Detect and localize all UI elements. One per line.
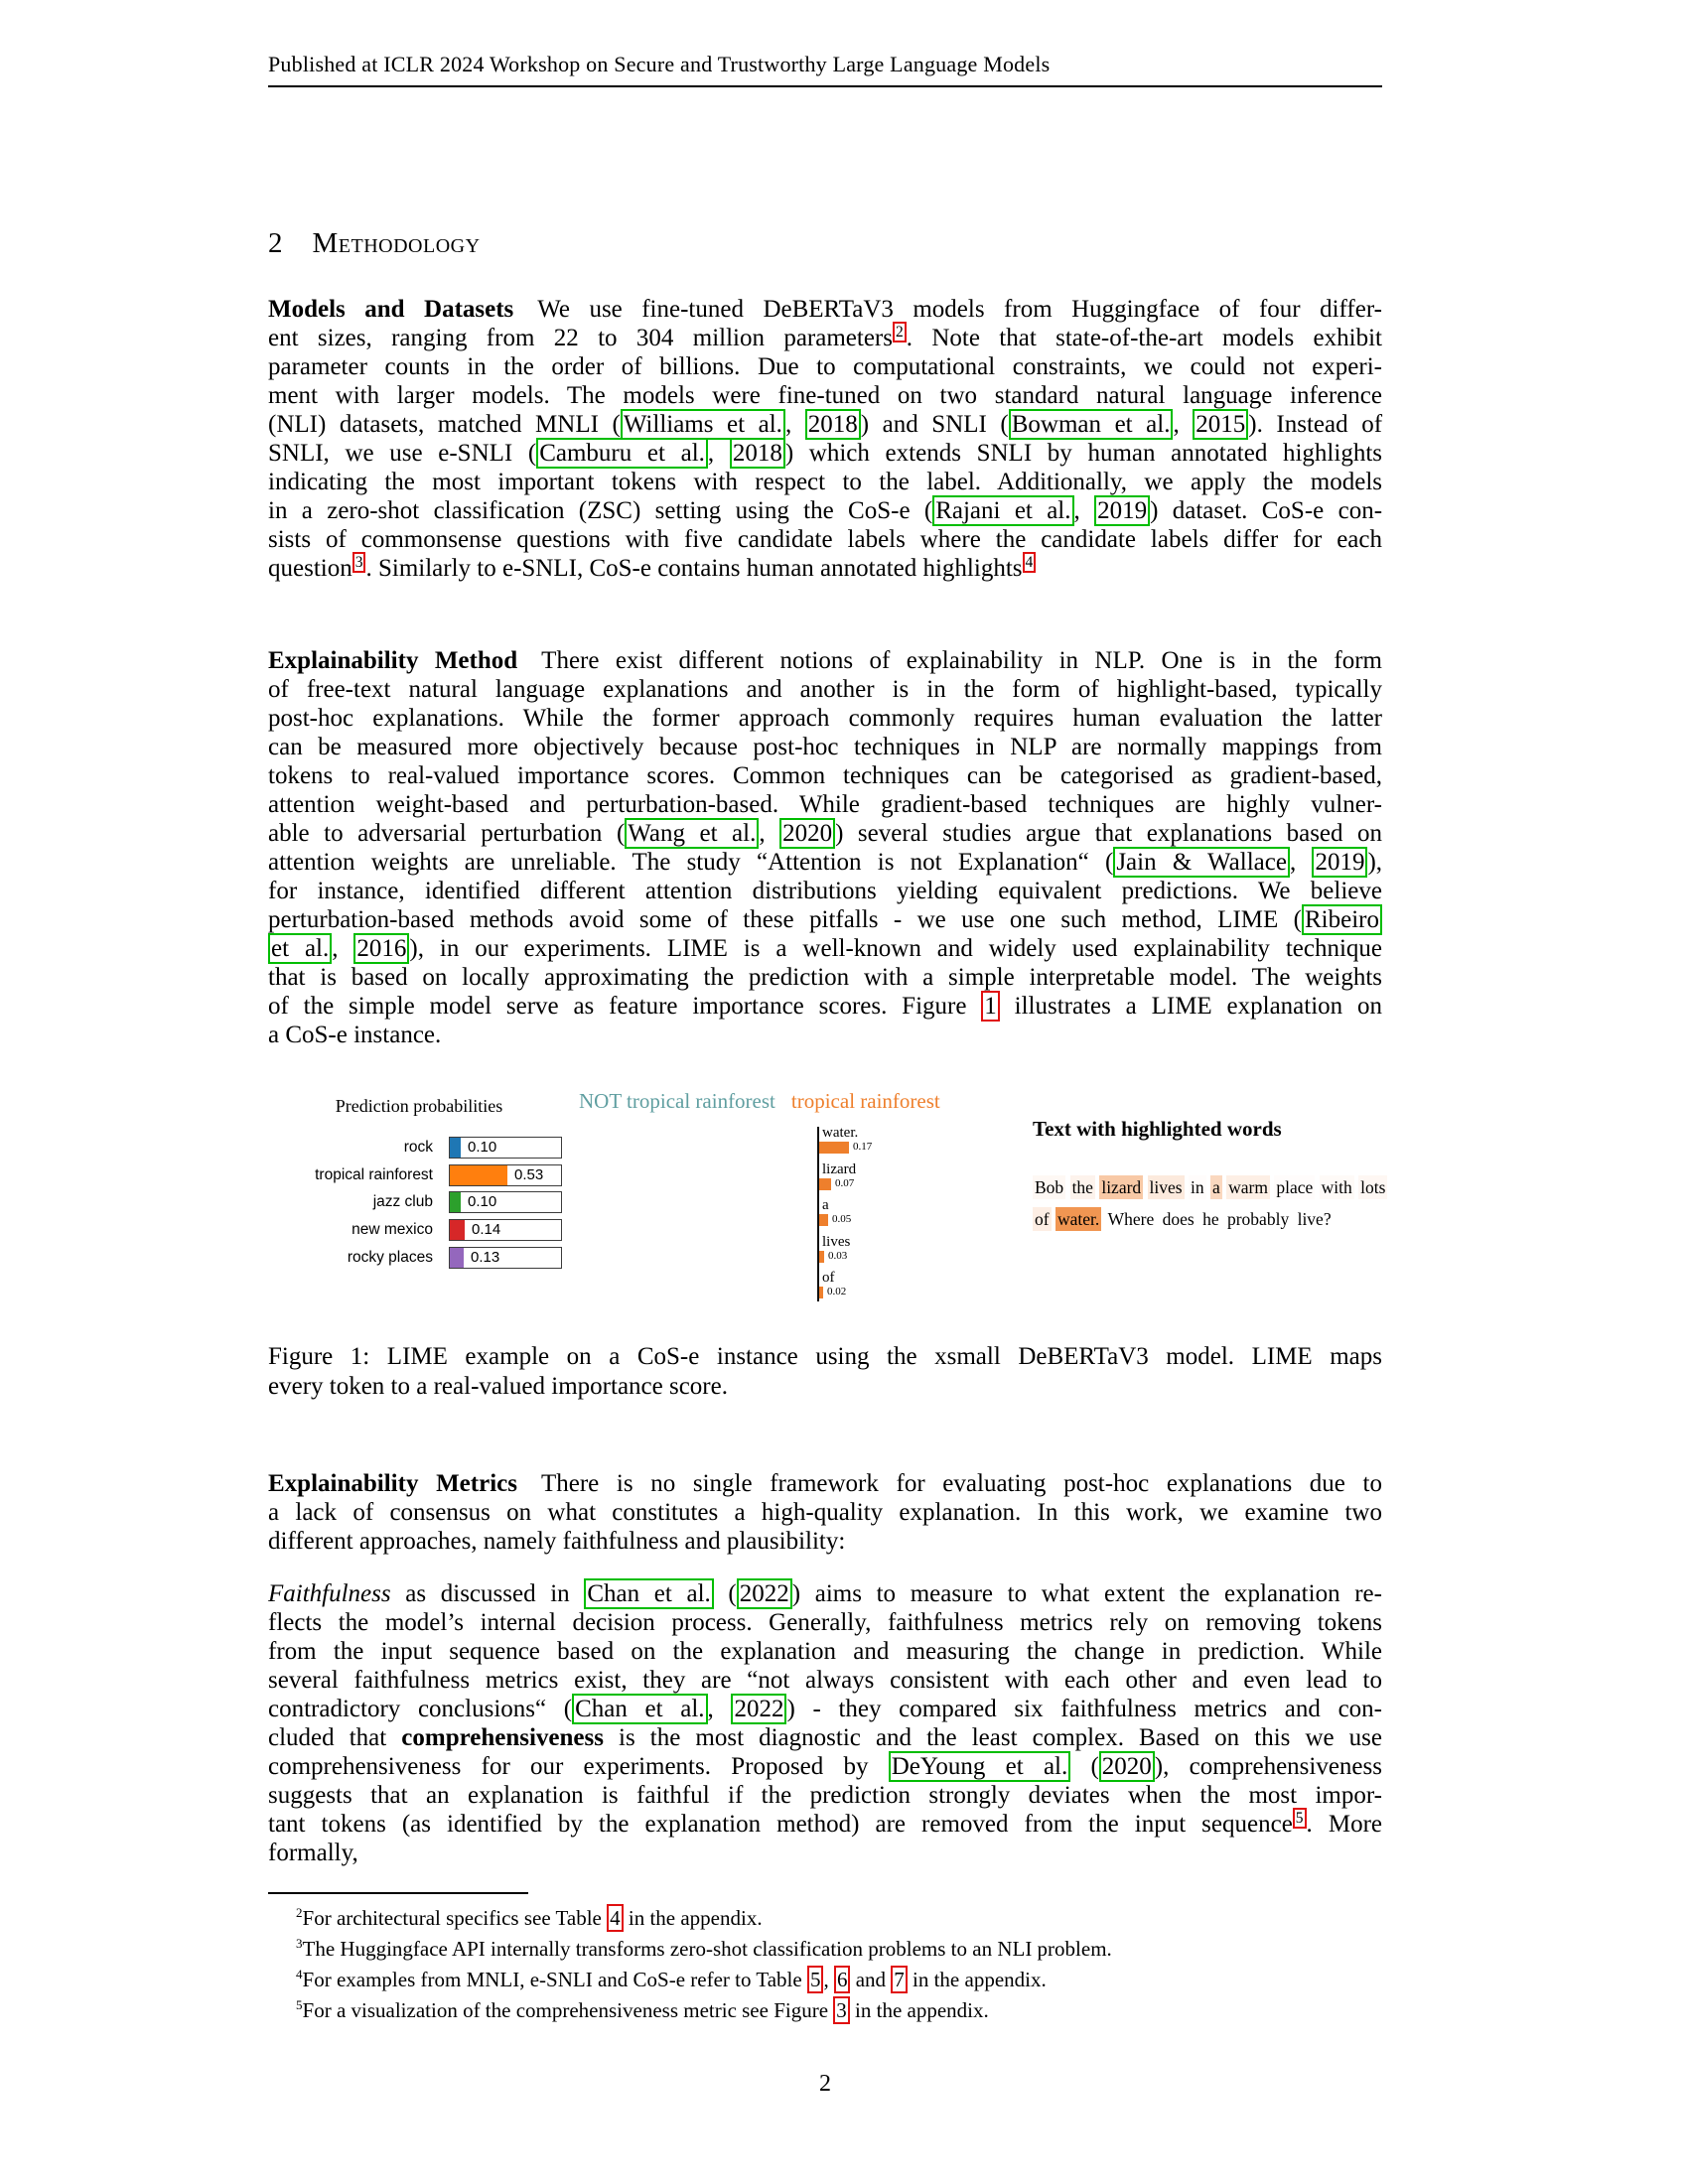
text-run: , <box>759 820 780 847</box>
highlighted-text-line <box>1033 1171 1425 1203</box>
text-run: Models and Datasets <box>268 296 514 323</box>
text-line <box>268 554 1382 583</box>
lime-token-word: water. <box>822 1125 859 1141</box>
bar-label: jazz club <box>372 1193 433 1211</box>
text-run: from the input sequence based on the explanation and measuring the change in prediction. While <box>268 1638 1382 1665</box>
highlighted-text-panel <box>1033 1171 1425 1235</box>
figure-caption <box>268 1342 1382 1402</box>
text-run: Faithfulness <box>268 1580 391 1607</box>
text-run: , <box>707 1696 732 1722</box>
bar-fill <box>450 1138 461 1158</box>
plain-word: does <box>1162 1209 1195 1229</box>
lime-token <box>817 1161 976 1197</box>
bar-fill <box>450 1165 507 1185</box>
text-run: For architectural specifics see Table <box>302 1906 608 1930</box>
probability-bar-row <box>228 1137 566 1159</box>
bar-value: 0.14 <box>472 1221 501 1239</box>
internal-ref-link[interactable]: 5 <box>1293 1808 1307 1829</box>
text-line <box>268 992 1382 1021</box>
footnote-marker: 4 <box>296 1967 303 1981</box>
text-run: flects the model’s internal decision process. Generally, faithfulness metrics rely on removing tokens <box>268 1609 1382 1636</box>
lime-token-word: a <box>822 1197 829 1213</box>
text-line <box>268 1579 1382 1608</box>
citation-link[interactable]: 2022 <box>737 1578 792 1609</box>
text-line <box>268 704 1382 733</box>
internal-ref-link[interactable]: 2 <box>893 322 907 342</box>
text-run: Figure 1: LIME example on a CoS-e instance using the xsmall DeBERTaV3 model. LIME maps <box>268 1343 1382 1370</box>
highlighted-text-line <box>1033 1203 1425 1235</box>
text-run: every token to a real-valued importance score. <box>268 1373 728 1400</box>
text-line <box>268 295 1382 324</box>
lime-token-value: 0.17 <box>853 1141 873 1153</box>
text-line <box>268 352 1382 381</box>
text-run: ment with larger models. The models were fine-tuned on two standard natural language inference <box>268 382 1382 409</box>
lime-token-bar <box>819 1287 823 1298</box>
text-run: in the appendix. <box>623 1906 763 1930</box>
text-run: Explainability Metrics <box>268 1470 517 1497</box>
probability-bar-row <box>228 1219 566 1241</box>
internal-ref-link[interactable]: 3 <box>833 1996 850 2024</box>
text-line <box>268 877 1382 905</box>
bar-track <box>449 1219 562 1241</box>
lime-token-bar <box>819 1251 824 1263</box>
text-line <box>268 1810 1382 1839</box>
prediction-probabilities-title: Prediction probabilities <box>335 1096 503 1116</box>
text-run: There exist different notions of explainability in NLP. One is in the form <box>541 647 1383 674</box>
text-line <box>268 1752 1382 1781</box>
bar-label: rock <box>403 1139 433 1156</box>
prediction-probabilities-chart <box>228 1133 566 1277</box>
citation-link[interactable]: Camburu et al. <box>536 438 708 469</box>
text-run: ), comprehensiveness <box>1154 1753 1382 1780</box>
text-run: ). Instead of <box>1248 411 1383 438</box>
text-line <box>268 790 1382 819</box>
citation-link[interactable]: Jain & Wallace <box>1113 847 1290 878</box>
text-run: is the most diagnostic and the least complex. Based on this we use <box>603 1724 1382 1751</box>
text-line <box>268 1839 1382 1867</box>
lime-weights-chart <box>817 1125 976 1303</box>
lime-token-bar <box>819 1178 831 1190</box>
text-run: a CoS-e instance. <box>268 1022 442 1048</box>
paragraph-p-metrics <box>268 1469 1382 1556</box>
lime-token-value: 0.07 <box>835 1176 855 1189</box>
text-run: . Note that state-of-the-art models exhibit <box>906 325 1382 351</box>
header-rule <box>268 85 1382 87</box>
text-run: comprehensiveness for our experiments. Proposed by <box>268 1753 889 1780</box>
bar-label: new mexico <box>352 1221 433 1239</box>
citation-link[interactable]: Wang et al. <box>625 818 759 849</box>
citation-link[interactable]: 2018 <box>805 409 861 440</box>
text-run: in a zero-shot classification (ZSC) setting using the CoS-e ( <box>268 497 933 524</box>
citation-link[interactable]: Ribeiro <box>1302 904 1382 935</box>
page-number: 2 <box>819 2071 831 2097</box>
citation-link[interactable]: Chan et al. <box>584 1578 713 1609</box>
text-line <box>268 905 1382 934</box>
text-run: for instance, identified different attention distributions yielding equivalent predictions. We believe <box>268 878 1382 904</box>
text-line <box>268 934 1382 963</box>
text-line <box>268 525 1382 554</box>
text-line <box>268 1695 1382 1723</box>
footnote-marker: 2 <box>296 1905 303 1920</box>
highlighted-word: a <box>1211 1177 1220 1197</box>
lime-token-value: 0.05 <box>832 1213 852 1225</box>
highlighted-word: lives <box>1149 1177 1183 1197</box>
text-run: ) several studies argue that explanations based on <box>835 820 1383 847</box>
text-run: can be measured more objectively because post-hoc techniques in NLP are normally mappings from <box>268 734 1382 760</box>
running-header: Published at ICLR 2024 Workshop on Secure and Trustworthy Large Language Models <box>268 52 1051 76</box>
text-run: For a visualization of the comprehensiveness metric see Figure <box>302 1998 834 2022</box>
text-run: and <box>850 1968 892 1991</box>
text-run: perturbation-based methods avoid some of these pitfalls - we use one such method, LIME ( <box>268 906 1302 933</box>
lime-token-value: 0.03 <box>828 1249 848 1262</box>
text-run: , <box>1289 849 1313 876</box>
text-line <box>268 1781 1382 1810</box>
lime-token <box>817 1234 976 1270</box>
bar-fill <box>450 1220 465 1240</box>
internal-ref-link[interactable]: 6 <box>834 1966 851 1993</box>
text-run: able to adversarial perturbation ( <box>268 820 626 847</box>
text-run: attention weight-based and perturbation-based. While gradient-based techniques are highly vulner- <box>268 791 1382 818</box>
highlighted-word: warm <box>1228 1177 1268 1197</box>
citation-link[interactable]: 2019 <box>1094 495 1150 526</box>
text-line <box>268 819 1382 848</box>
lime-token-word: lizard <box>822 1160 857 1177</box>
text-run: that is based on locally approximating the prediction with a simple interpretable model. The weights <box>268 964 1382 991</box>
footnote <box>268 1934 1382 1965</box>
citation-link[interactable]: 2019 <box>1312 847 1367 878</box>
text-line <box>268 1723 1382 1752</box>
text-run: We use fine-tuned DeBERTaV3 models from Huggingface of four differ- <box>537 296 1382 323</box>
text-line <box>268 1372 1382 1402</box>
lime-token-bar <box>819 1214 828 1226</box>
text-run: attention weights are unreliable. The study “Attention is not Explanation“ ( <box>268 849 1114 876</box>
text-run: , <box>784 411 805 438</box>
text-run: parameter counts in the order of billions. Due to computational constraints, we could not experi- <box>268 353 1382 380</box>
text-line <box>268 1527 1382 1556</box>
text-run: , <box>1073 497 1095 524</box>
text-line <box>268 733 1382 761</box>
text-line <box>268 761 1382 790</box>
lime-token-word: of <box>822 1270 835 1286</box>
text-run: question <box>268 555 352 582</box>
citation-link[interactable]: et al. <box>268 933 332 964</box>
lime-positive-class-label: tropical rainforest <box>790 1089 940 1113</box>
probability-bar-row <box>228 1164 566 1186</box>
plain-word: probably <box>1226 1209 1290 1229</box>
plain-word: live? <box>1297 1209 1332 1229</box>
highlighted-word: place <box>1276 1177 1314 1197</box>
text-run: of free-text natural language explanations and another is in the form of highlight-based, typically <box>268 676 1382 703</box>
text-run: SNLI, we use e-SNLI ( <box>268 440 537 467</box>
footnote <box>268 1965 1382 1995</box>
footnote-rule <box>268 1892 528 1894</box>
highlighted-word: Bob <box>1035 1177 1064 1197</box>
footnote-marker: 3 <box>296 1936 303 1951</box>
text-run: ) aims to measure to what extent the explanation re- <box>791 1580 1382 1607</box>
internal-ref-link[interactable]: 1 <box>981 991 1000 1022</box>
lime-token <box>817 1270 976 1305</box>
text-run: . More <box>1306 1811 1382 1838</box>
section-heading <box>268 227 1382 260</box>
internal-ref-link[interactable]: 5 <box>807 1966 824 1993</box>
text-run: different approaches, namely faithfulness and plausibility: <box>268 1528 846 1555</box>
bar-label: tropical rainforest <box>315 1165 433 1183</box>
text-line <box>268 675 1382 704</box>
bar-label: rocky places <box>347 1248 433 1266</box>
lime-token-value: 0.02 <box>827 1286 847 1297</box>
text-run: in the appendix. <box>907 1968 1047 1991</box>
text-run: as discussed in <box>390 1580 585 1607</box>
bar-track <box>449 1137 562 1159</box>
text-run: , <box>707 440 730 467</box>
citation-link[interactable]: 2015 <box>1193 409 1248 440</box>
footnote <box>268 1995 1382 2026</box>
footnote <box>268 1903 1382 1934</box>
plain-word: he <box>1202 1209 1219 1229</box>
highlighted-text-title: Text with highlighted words <box>1033 1117 1282 1141</box>
text-run: indicating the most important tokens with respect to the label. Additionally, we apply the models <box>268 469 1382 495</box>
text-run: suggests that an explanation is faithful if the prediction strongly deviates when the most impor- <box>268 1782 1382 1809</box>
citation-link[interactable]: Chan et al. <box>572 1694 707 1724</box>
citation-link[interactable]: Bowman et al. <box>1009 409 1174 440</box>
text-run: cluded that <box>268 1724 402 1751</box>
text-run: ent sizes, ranging from 22 to 304 million parameters <box>268 325 893 351</box>
highlighted-word: water. <box>1056 1209 1100 1229</box>
text-run: comprehensiveness <box>401 1724 604 1751</box>
internal-ref-link[interactable]: 7 <box>891 1966 908 1993</box>
text-run: , <box>332 935 354 962</box>
text-run: of the simple model serve as feature importance scores. Figure <box>268 993 982 1020</box>
bar-track <box>449 1164 562 1186</box>
text-run: ), <box>1367 849 1383 876</box>
citation-link[interactable]: Rajani et al. <box>932 495 1073 526</box>
text-run: several faithfulness metrics exist, they are “not always consistent with each other and even lead to <box>268 1667 1382 1694</box>
text-run: , <box>1173 411 1194 438</box>
lime-token-word: lives <box>822 1233 851 1250</box>
internal-ref-link[interactable]: 4 <box>607 1904 624 1932</box>
text-run: ), in our experiments. LIME is a well-known and widely used explainability technique <box>409 935 1383 962</box>
text-line <box>268 963 1382 992</box>
text-line <box>268 1021 1382 1049</box>
bar-track <box>449 1191 562 1213</box>
text-line <box>268 496 1382 525</box>
text-run: a lack of consensus on what constitutes a high-quality explanation. In this work, we examine two <box>268 1499 1382 1526</box>
paragraph-p-models <box>268 295 1382 583</box>
bar-track <box>449 1247 562 1269</box>
highlighted-word: lots <box>1360 1177 1386 1197</box>
citation-link[interactable]: 2022 <box>731 1694 786 1724</box>
text-run: ) and SNLI ( <box>860 411 1009 438</box>
lime-negative-class-label: NOT tropical rainforest <box>579 1089 775 1113</box>
highlighted-word: with <box>1321 1177 1352 1197</box>
bar-fill <box>450 1248 464 1268</box>
bar-fill <box>450 1192 461 1212</box>
text-run: post-hoc explanations. While the former approach commonly requires human evaluation the latter <box>268 705 1382 732</box>
text-run: tant tokens (as identified by the explanation method) are removed from the input sequence <box>268 1811 1293 1838</box>
text-run: sists of commonsense questions with five candidate labels where the candidate labels differ for each <box>268 526 1382 553</box>
lime-token <box>817 1197 976 1233</box>
text-line <box>268 1342 1382 1372</box>
text-run: (NLI) datasets, matched MNLI ( <box>268 411 621 438</box>
text-line <box>268 1666 1382 1695</box>
text-line <box>268 1637 1382 1666</box>
internal-ref-link[interactable]: 4 <box>1023 552 1037 573</box>
text-run: ) which extends SNLI by human annotated highlights <box>784 440 1382 467</box>
lime-token <box>817 1125 976 1160</box>
citation-link[interactable]: 2020 <box>779 818 835 849</box>
citation-link[interactable]: Williams et al. <box>621 409 785 440</box>
citation-link[interactable]: 2018 <box>730 438 785 469</box>
highlighted-word: in <box>1190 1177 1204 1197</box>
text-run: Explainability Method <box>268 647 518 674</box>
text-line <box>268 1469 1382 1498</box>
text-run: in the appendix. <box>849 1998 989 2022</box>
text-run: illustrates a LIME explanation on <box>999 993 1383 1020</box>
paragraph-p-method <box>268 646 1382 1049</box>
text-run: ) - they compared six faithfulness metrics and con- <box>786 1696 1383 1722</box>
bar-value: 0.53 <box>514 1165 544 1183</box>
citation-link[interactable]: DeYoung et al. <box>889 1751 1071 1782</box>
text-line <box>268 468 1382 496</box>
text-run: ( <box>713 1580 737 1607</box>
text-run: , <box>823 1968 834 1991</box>
text-line <box>268 646 1382 675</box>
citation-link[interactable]: 2016 <box>353 933 409 964</box>
text-line <box>268 439 1382 468</box>
text-run: There is no single framework for evaluating post-hoc explanations due to <box>540 1470 1382 1497</box>
bar-value: 0.10 <box>468 1193 497 1211</box>
internal-ref-link[interactable]: 3 <box>352 552 366 573</box>
footnotes <box>268 1903 1382 2026</box>
highlighted-word: of <box>1035 1209 1050 1229</box>
text-run: The Huggingface API internally transforms zero-shot classification problems to an NLI problem. <box>302 1937 1112 1961</box>
text-run: ) dataset. CoS-e con- <box>1150 497 1383 524</box>
text-line <box>268 1498 1382 1527</box>
citation-link[interactable]: 2020 <box>1099 1751 1155 1782</box>
text-run: contradictory conclusions“ ( <box>268 1696 573 1722</box>
text-line <box>268 410 1382 439</box>
probability-bar-row <box>228 1191 566 1213</box>
probability-bar-row <box>228 1247 566 1269</box>
text-run: tokens to real-valued importance scores. Common techniques can be categorised as gradient-based, <box>268 762 1382 789</box>
bar-value: 0.10 <box>468 1139 497 1156</box>
text-line <box>268 381 1382 410</box>
text-line <box>268 848 1382 877</box>
paragraph-p-faithfulness <box>268 1579 1382 1867</box>
plain-word: Where <box>1107 1209 1155 1229</box>
text-line <box>268 324 1382 352</box>
footnote-marker: 5 <box>296 1997 303 2012</box>
highlighted-word: lizard <box>1101 1177 1142 1197</box>
section-title: Methodology <box>312 227 481 259</box>
text-run: For examples from MNLI, e-SNLI and CoS-e refer to Table <box>302 1968 807 1991</box>
section-number: 2 <box>268 227 283 259</box>
text-run: . Similarly to e-SNLI, CoS-e contains human annotated highlights <box>365 555 1023 582</box>
bar-value: 0.13 <box>471 1248 500 1266</box>
lime-token-bar <box>819 1142 849 1154</box>
highlighted-word: the <box>1071 1177 1093 1197</box>
text-run: formally, <box>268 1840 358 1866</box>
text-line <box>268 1608 1382 1637</box>
text-run: ( <box>1070 1753 1099 1780</box>
lime-class-header <box>579 1089 940 1114</box>
